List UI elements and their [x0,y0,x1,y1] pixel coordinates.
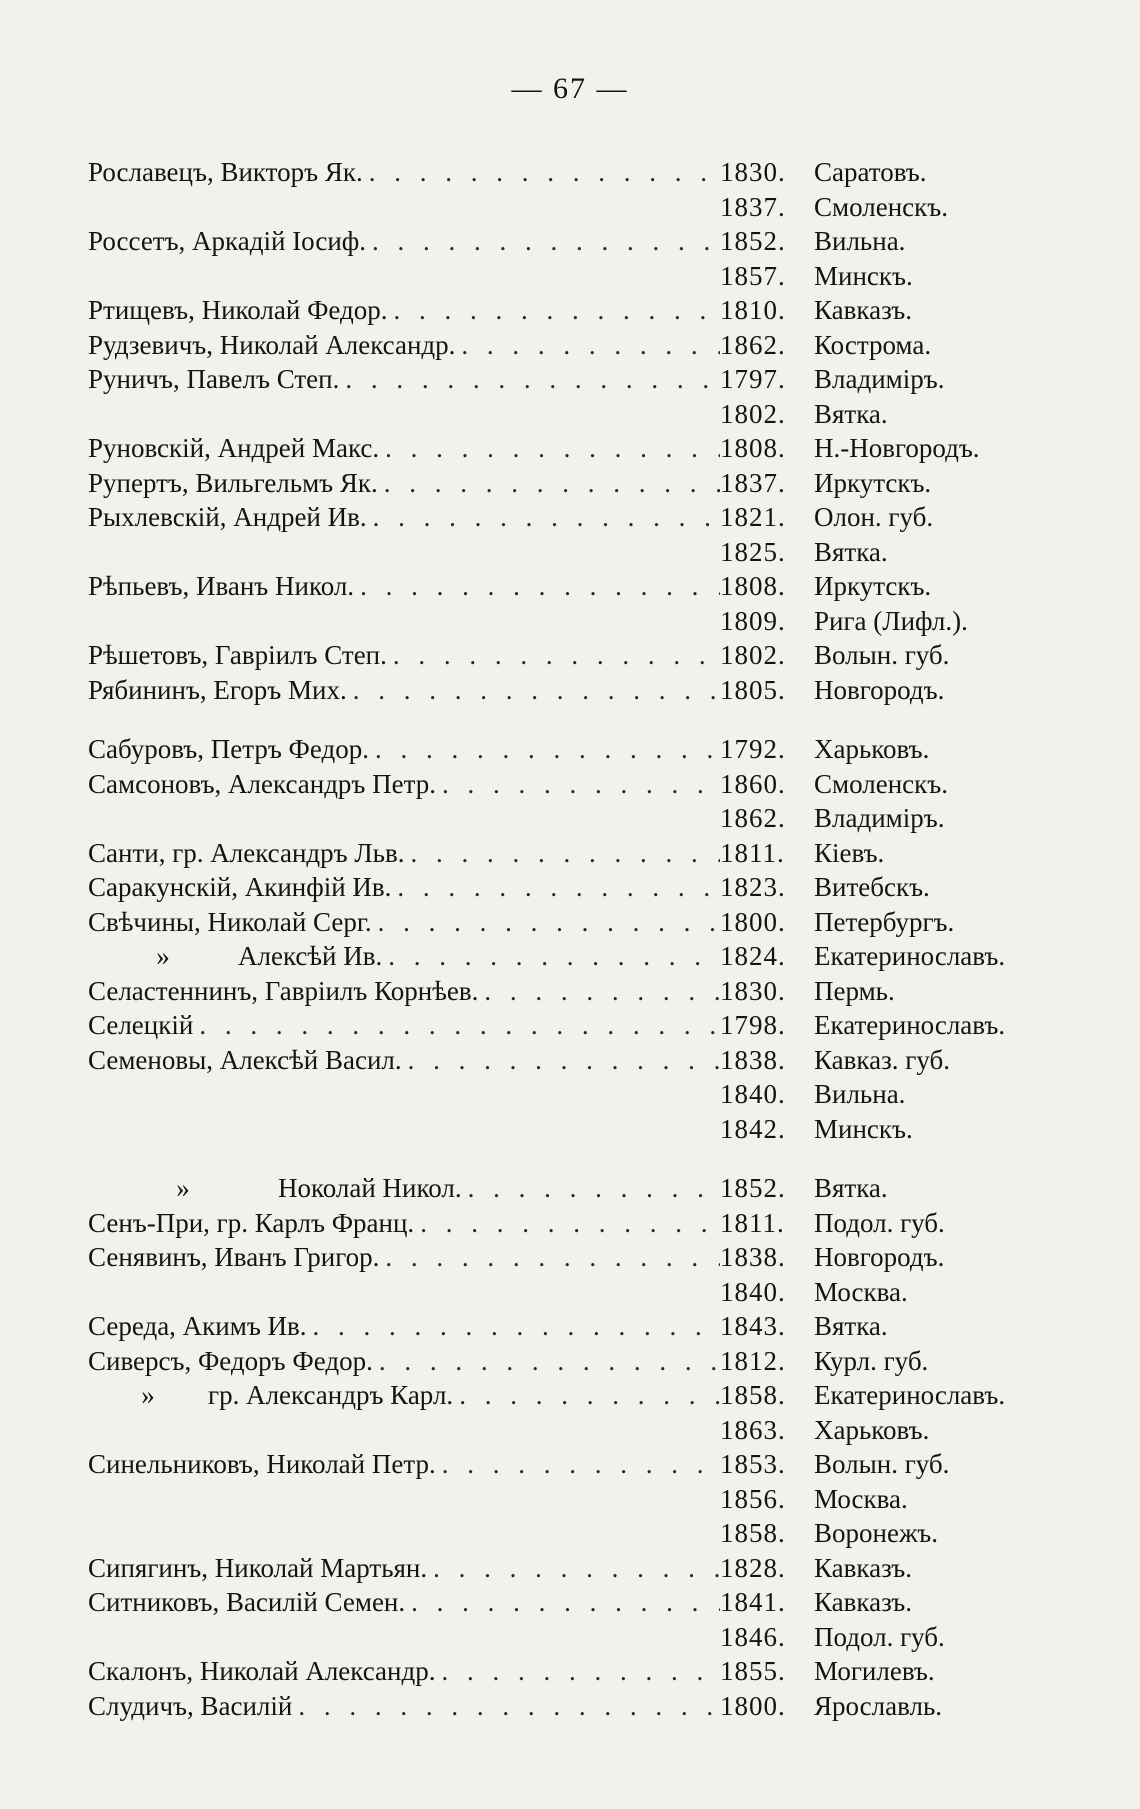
entry-place: Москва. [814,1276,908,1307]
entry-year: 1792. [720,734,786,764]
ditto-mark: » [141,1380,155,1410]
entry-name: Руновскій, Андрей Макс. [88,433,380,463]
dot-leader [405,1587,720,1618]
dot-leader [405,838,721,869]
register-entry [88,1242,1080,1277]
entry-name: Сиверсъ, Федоръ Федор. [88,1345,373,1376]
entry-name: Рославецъ, Викторъ Як. [88,157,363,187]
entry-year: 1862. [720,329,786,360]
register-entry [88,364,1080,399]
dot-leader [435,1656,720,1687]
entry-name: Ноколай Никол. [278,1173,462,1203]
entry-year: 1857. [720,260,786,291]
entry-name: Рябининъ, Егоръ Мих. [88,674,347,705]
entry-place: Олон. губ. [814,502,934,532]
dot-leader [369,734,720,765]
register-entry-continuation [88,1622,1080,1657]
entry-year: 1842. [720,1113,786,1144]
entry-name: Россетъ, Аркадій Іосиф. [88,226,367,256]
entry-place: Пермь. [814,975,895,1006]
entry-name: Слудичъ, Василій [88,1690,293,1721]
entry-name: Рѣпьевъ, Иванъ Никол. [88,571,355,601]
entry-place: Харьковъ. [814,734,930,764]
entry-place: Смоленскъ. [814,191,948,222]
entry-year: 1860. [720,768,786,799]
dot-leader [478,976,720,1007]
entry-place: Харьковъ. [814,1414,930,1445]
entry-name: Сипягинъ, Николай Мартьян. [88,1552,428,1583]
entry-place: Кавказ. губ. [814,1044,950,1075]
entry-place: Иркутскъ. [814,571,932,601]
dot-leader [363,157,720,188]
register-list [88,157,1080,1725]
register-entry-continuation [88,606,1080,641]
ditto-mark: » [176,1173,190,1203]
entry-year: 1821. [720,502,786,532]
register-entry [88,571,1080,606]
entry-year: 1858. [720,1380,786,1410]
register-entry-continuation [88,537,1080,572]
entry-year: 1825. [720,536,786,567]
entry-year: 1828. [720,1552,786,1583]
entry-year: 1846. [720,1621,786,1652]
register-entry [88,1553,1080,1588]
entry-place: Кавказъ. [814,295,912,325]
entry-name: Сенъ-При, гр. Карлъ Франц. [88,1207,415,1238]
entry-place: Кавказъ. [814,1552,912,1583]
register-entry [88,433,1080,468]
register-entry-continuation [88,803,1080,838]
dot-leader [436,1449,720,1480]
entry-year: 1843. [720,1311,786,1341]
dot-leader [453,1380,720,1411]
entry-year: 1841. [720,1587,786,1617]
register-entry [88,1208,1080,1243]
entry-year: 1800. [720,1690,786,1721]
entry-year: 1824. [720,941,786,971]
entry-year: 1852. [720,1173,786,1203]
register-entry [88,1587,1080,1622]
entry-place: Минскъ. [814,260,913,291]
entry-name: гр. Александръ Карл. [208,1380,454,1410]
dot-leader [388,295,720,326]
entry-year: 1811. [720,837,785,868]
dot-leader [307,1311,720,1342]
entry-place: Витебскъ. [814,872,930,902]
entry-place: Вильна. [814,226,906,256]
register-entry [88,838,1080,873]
entry-year: 1837. [720,191,786,222]
register-entry [88,226,1080,261]
entry-place: Петербургъ. [814,906,955,937]
register-entry [88,941,1080,976]
dot-leader [379,433,720,464]
entry-name: Алексѣй Ив. [238,941,383,971]
entry-place: Кострома. [814,329,932,360]
entry-name: Саракунскій, Акинфій Ив. [88,872,392,902]
dot-leader [382,941,720,972]
entry-name: Семеновы, Алексѣй Васил. [88,1044,402,1075]
entry-name: Рыхлевскій, Андрей Ив. [88,502,367,532]
dot-leader [354,571,720,602]
entry-year: 1812. [720,1345,786,1376]
entry-year: 1800. [720,906,786,937]
register-entry [88,502,1080,537]
entry-place: Рига (Лифл.). [814,605,968,636]
dot-leader [462,1173,720,1204]
entry-name: Скалонъ, Николай Александр. [88,1656,436,1686]
entry-year: 1858. [720,1518,786,1548]
dot-leader [378,468,720,499]
register-entry [88,1346,1080,1381]
entry-year: 1840. [720,1079,786,1109]
register-entry [88,1691,1080,1726]
register-entry-continuation [88,1518,1080,1553]
register-entry [88,1010,1080,1045]
dot-leader [193,1010,720,1041]
dot-leader [427,1553,720,1584]
entry-name: Селецкій [88,1010,194,1040]
register-entry [88,734,1080,769]
entry-place: Вятка. [814,398,888,429]
entry-name: Свѣчины, Николай Серг. [88,906,372,937]
entry-place: Екатеринославъ. [814,1380,1006,1410]
entry-year: 1830. [720,157,786,187]
register-entry [88,1311,1080,1346]
entry-place: Вятка. [814,536,888,567]
register-entry-continuation [88,1079,1080,1114]
entry-place: Иркутскъ. [814,467,932,498]
entry-year: 1853. [720,1449,786,1479]
register-entry [88,769,1080,804]
entry-year: 1805. [720,674,786,705]
entry-place: Ярославль. [814,1690,943,1721]
entry-year: 1862. [720,803,786,833]
register-entry [88,295,1080,330]
entry-name: Середа, Акимъ Ив. [88,1311,307,1341]
register-entry [88,330,1080,365]
dot-leader [436,769,720,800]
entry-place: Кавказъ. [814,1587,912,1617]
entry-place: Новгородъ. [814,1242,945,1272]
entry-year: 1808. [720,571,786,601]
entry-name: Руничъ, Павелъ Степ. [88,364,340,394]
entry-place: Волын. губ. [814,1449,950,1479]
entry-place: Кіевъ. [814,837,885,868]
entry-year: 1811. [720,1207,785,1238]
dot-leader [402,1045,720,1076]
register-entry-continuation [88,261,1080,296]
entry-place: Курл. губ. [814,1345,929,1376]
entry-year: 1830. [720,975,786,1006]
entry-year: 1797. [720,364,786,394]
entry-year: 1810. [720,295,786,325]
entry-place: Вятка. [814,1311,888,1341]
dot-leader [372,907,720,938]
entry-name: Самсоновъ, Александръ Петр. [88,768,437,799]
entry-year: 1852. [720,226,786,256]
register-entry-continuation [88,399,1080,434]
entry-name: Рудзевичъ, Николай Александр. [88,329,456,360]
dot-leader [387,640,720,671]
entry-year: 1838. [720,1242,786,1272]
register-entry [88,1380,1080,1415]
register-entry [88,1449,1080,1484]
entry-year: 1855. [720,1656,786,1686]
entry-place: Екатеринославъ. [814,941,1006,971]
entry-place: Москва. [814,1483,908,1514]
register-entry-continuation [88,1415,1080,1450]
entry-place: Вятка. [814,1173,888,1203]
entry-place: Могилевъ. [814,1656,935,1686]
register-entry [88,468,1080,503]
register-entry-continuation [88,1114,1080,1149]
dot-leader [391,872,720,903]
entry-year: 1838. [720,1044,786,1075]
entry-name: Селастеннинъ, Гавріилъ Корнѣев. [88,975,479,1006]
register-entry-continuation [88,192,1080,227]
register-entry [88,1656,1080,1691]
register-entry [88,1045,1080,1080]
entry-year: 1809. [720,605,786,636]
dot-leader [292,1691,720,1722]
register-entry [88,1173,1080,1208]
entry-year: 1808. [720,433,786,463]
entry-name: Ситниковъ, Василій Семен. [88,1587,406,1617]
entry-name: Рѣшетовъ, Гавріилъ Степ. [88,640,387,670]
entry-year: 1856. [720,1483,786,1514]
entry-name: Сабуровъ, Петръ Федор. [88,734,370,764]
entry-place: Подол. губ. [814,1207,945,1238]
entry-place: Воронежъ. [814,1518,938,1548]
entry-name: Ртищевъ, Николай Федор. [88,295,388,325]
entry-name: Сенявинъ, Иванъ Григор. [88,1242,380,1272]
register-entry [88,157,1080,192]
dot-leader [367,502,720,533]
page-number: — 67 — [511,72,629,105]
entry-year: 1837. [720,467,786,498]
entry-place: Волын. губ. [814,640,950,670]
entry-place: Н.-Новгородъ. [814,433,980,463]
entry-place: Минскъ. [814,1113,913,1144]
entry-year: 1840. [720,1276,786,1307]
entry-name: Санти, гр. Александръ Льв. [88,837,405,868]
entry-name: Рупертъ, Вильгельмъ Як. [88,467,378,498]
register-entry-continuation [88,1277,1080,1312]
dot-leader [347,675,720,706]
entry-year: 1863. [720,1414,786,1445]
dot-leader [339,364,720,395]
dot-leader [379,1242,720,1273]
entry-place: Саратовъ. [814,157,927,187]
entry-place: Подол. губ. [814,1621,945,1652]
register-entry [88,872,1080,907]
dot-leader [455,330,720,361]
entry-year: 1802. [720,398,786,429]
register-entry [88,907,1080,942]
register-entry [88,675,1080,710]
entry-year: 1798. [720,1010,786,1040]
register-entry [88,976,1080,1011]
entry-year: 1823. [720,872,786,902]
entry-place: Екатеринославъ. [814,1010,1006,1040]
ditto-mark: » [156,941,170,971]
entry-place: Вильна. [814,1079,906,1109]
dot-leader [414,1208,720,1239]
dot-leader [366,226,720,257]
entry-year: 1802. [720,640,786,670]
entry-place: Владиміръ. [814,364,945,394]
entry-place: Владиміръ. [814,803,945,833]
register-entry-continuation [88,1484,1080,1519]
entry-place: Новгородъ. [814,674,945,705]
dot-leader [373,1346,720,1377]
register-entry [88,640,1080,675]
entry-place: Смоленскъ. [814,768,948,799]
entry-name: Синельниковъ, Николай Петр. [88,1449,436,1479]
